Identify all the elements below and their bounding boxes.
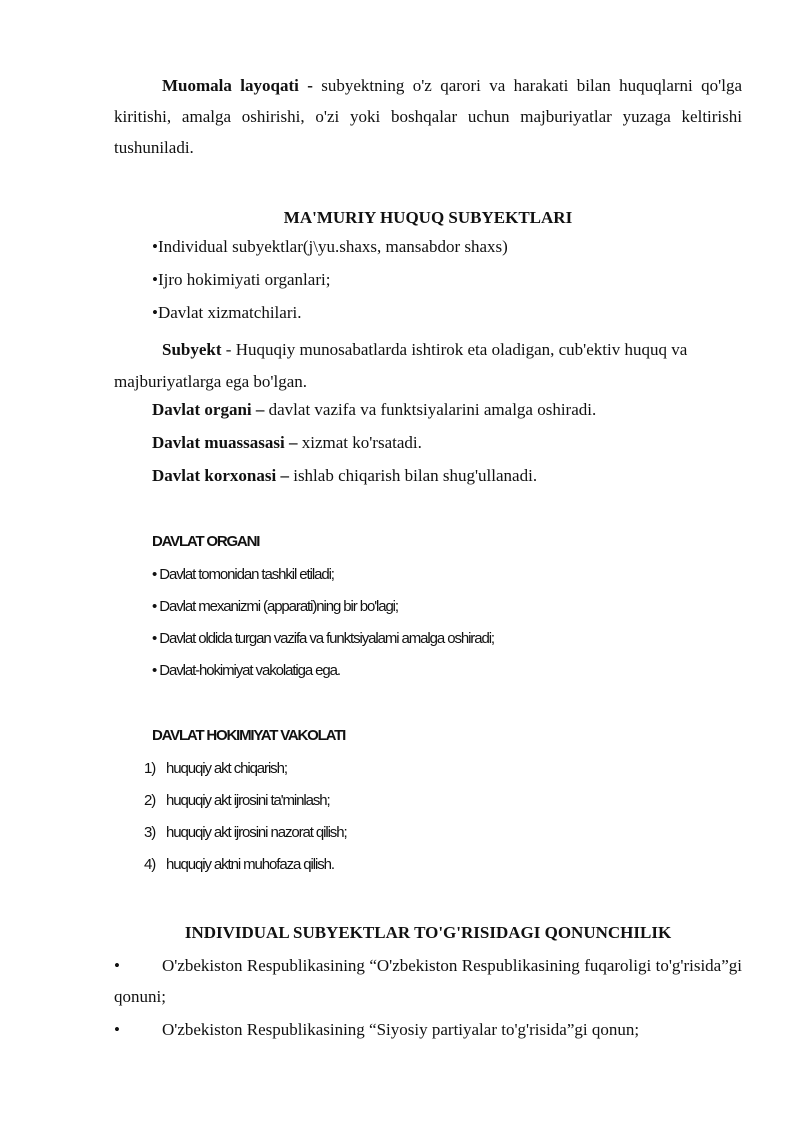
list-item: • Davlat oldida turgan vazifa va funktsiyalami amalga oshiradi; <box>152 630 494 647</box>
paragraph-text: subyektning o'z qarori va harakati bilan huquqlarni qo'lga kiritishi, amalga oshirishi, o'zi yoki boshqalar uchun majburiyatlar yuzaga keltirishi tushuniladi. <box>114 76 742 157</box>
law-item: • O'zbekiston Respublikasining “Siyosiy partiyalar to'g'risida”gi qonun; <box>114 1014 742 1045</box>
law-item: • O'zbekiston Respublikasining “O'zbekiston Respublikasining fuqaroligi to'g'risida”gi qonuni; <box>114 950 742 1012</box>
numbered-item: 4) huquqiy aktni muhofaza qilish. <box>144 856 334 873</box>
numbered-item: 3) huquqiy akt ijrosini nazorat qilish; <box>144 824 347 841</box>
heading-davlat-hokimiyat-vakolati: DAVLAT HOKIMIYAT VAKOLATI <box>152 727 346 744</box>
term-muomala-layoqati: Muomala layoqati - <box>162 76 313 95</box>
list-item: •Ijro hokimiyati organlari; <box>152 270 331 289</box>
bullet: • <box>114 956 120 975</box>
numbered-item: 2) huquqiy akt ijrosini ta'minlash; <box>144 792 330 809</box>
list-item: • Davlat tomonidan tashkil etiladi; <box>152 566 334 583</box>
definition-davlat-korxonasi: Davlat korxonasi – ishlab chiqarish bilan shug'ullanadi. <box>152 466 538 485</box>
paragraph-muomala-layoqati <box>114 70 742 163</box>
definition-davlat-organi: Davlat organi – davlat vazifa va funktsiyalarini amalga oshiradi. <box>152 400 597 419</box>
heading-davlat-organi: DAVLAT ORGANI <box>152 533 260 550</box>
bullet: • <box>114 1020 120 1039</box>
list-item: •Davlat xizmatchilari. <box>152 303 302 322</box>
list-item: • Davlat-hokimiyat vakolatiga ega. <box>152 662 340 679</box>
definition-davlat-muassasasi: Davlat muassasasi – xizmat ko'rsatadi. <box>152 433 422 452</box>
heading-individual-subyektlar-qonunchilik: INDIVIDUAL SUBYEKTLAR TO'G'RISIDAGI QONUNCHILIK <box>184 923 672 942</box>
list-item: • Davlat mexanizmi (apparati)ning bir bo'lagi; <box>152 598 398 615</box>
paragraph-text: - Huquqiy munosabatlarda ishtirok eta oladigan, cub'ektiv huquq va majburiyatlarga ega bo'lgan. <box>114 340 688 391</box>
heading-mamuriy-huquq-subyektlari: MA'MURIY HUQUQ SUBYEKTLARI <box>283 208 573 227</box>
numbered-item: 1) huquqiy akt chiqarish; <box>144 760 287 777</box>
term-subyekt: Subyekt <box>162 340 222 359</box>
paragraph-subyekt <box>114 334 742 398</box>
list-item: •Individual subyektlar(j\yu.shaxs, mansabdor shaxs) <box>152 237 508 256</box>
